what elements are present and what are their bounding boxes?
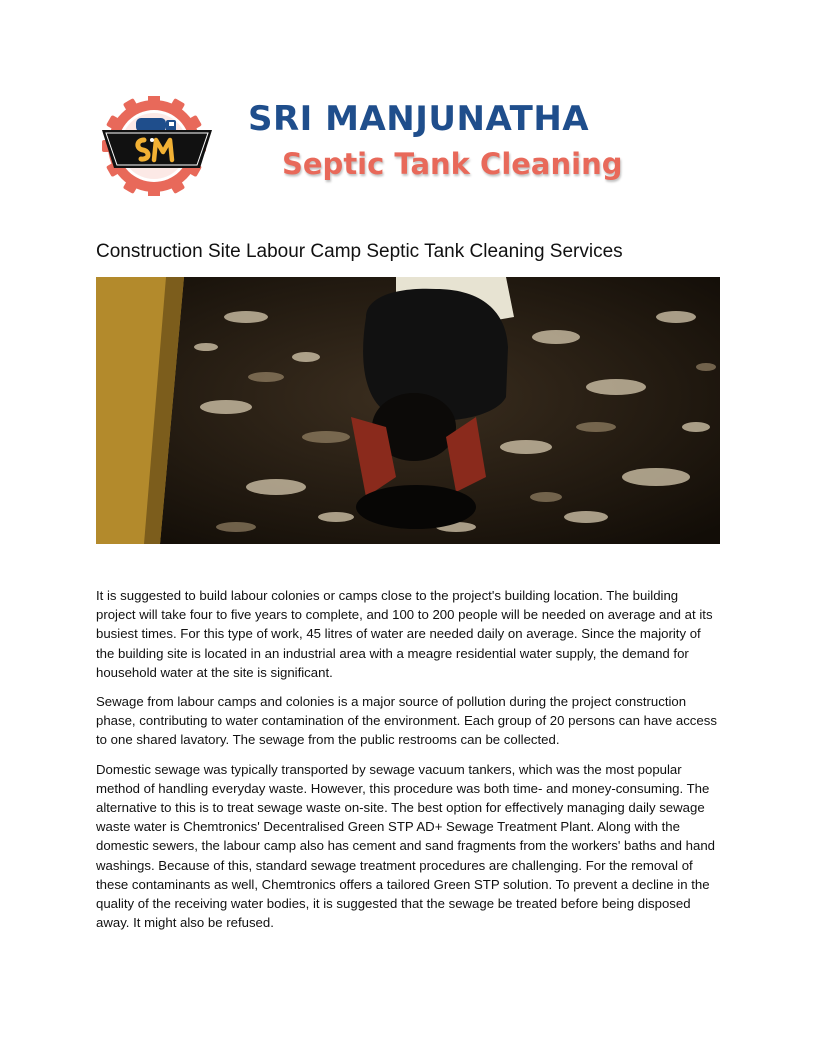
paragraph-3: Domestic sewage was typically transported by sewage vacuum tankers, which was the most popular method of handling everyday waste. However, this procedure was both time- and money-consuming. The alternative to this is to treat sewage waste on-site. The best option for effectively managing daily sewage waste water is Chemtronics' Decentralised Green STP AD+ Sewage Treatment Plant. Along with the domestic sewers, the labour camp also has cement and sand fragments from the workers' baths and hand washings. Because of this, standard sewage treatment procedures are challenging. For the removal of these contaminants as well, Chemtronics offers a tailored Green STP solution. To prevent a decline in the quality of the receiving water bodies, it is suggested that the sewage be treated before being disposed away. It might also be refused. (96, 761, 715, 931)
page-title: Construction Site Labour Camp Septic Tank Cleaning Services (96, 241, 623, 262)
article-body (96, 586, 720, 942)
company-logo (96, 92, 696, 202)
gear-truck-emblem-icon (96, 96, 218, 196)
brand-name: SRI MANJUNATHA (248, 99, 590, 139)
worker-cleaning-septic-tank-photo (96, 277, 720, 544)
brand-tagline: Septic Tank Cleaning (282, 147, 623, 181)
paragraph-2: Sewage from labour camps and colonies is a major source of pollution during the project construction phase, contributing to water contamination of the environment. Each group of 20 persons can have access to one shared lavatory. The sewage from the public restrooms can be collected. (96, 694, 717, 748)
paragraph-1: It is suggested to build labour colonies or camps close to the project's building location. The building project will take four to five years to complete, and 100 to 200 people will be needed on average and at its busiest times. For this type of work, 45 litres of water are needed daily on average. Since the majority of the building site is located in an industrial area with a meagre residential water supply, the demand for household water at the site is significant. (96, 588, 713, 680)
